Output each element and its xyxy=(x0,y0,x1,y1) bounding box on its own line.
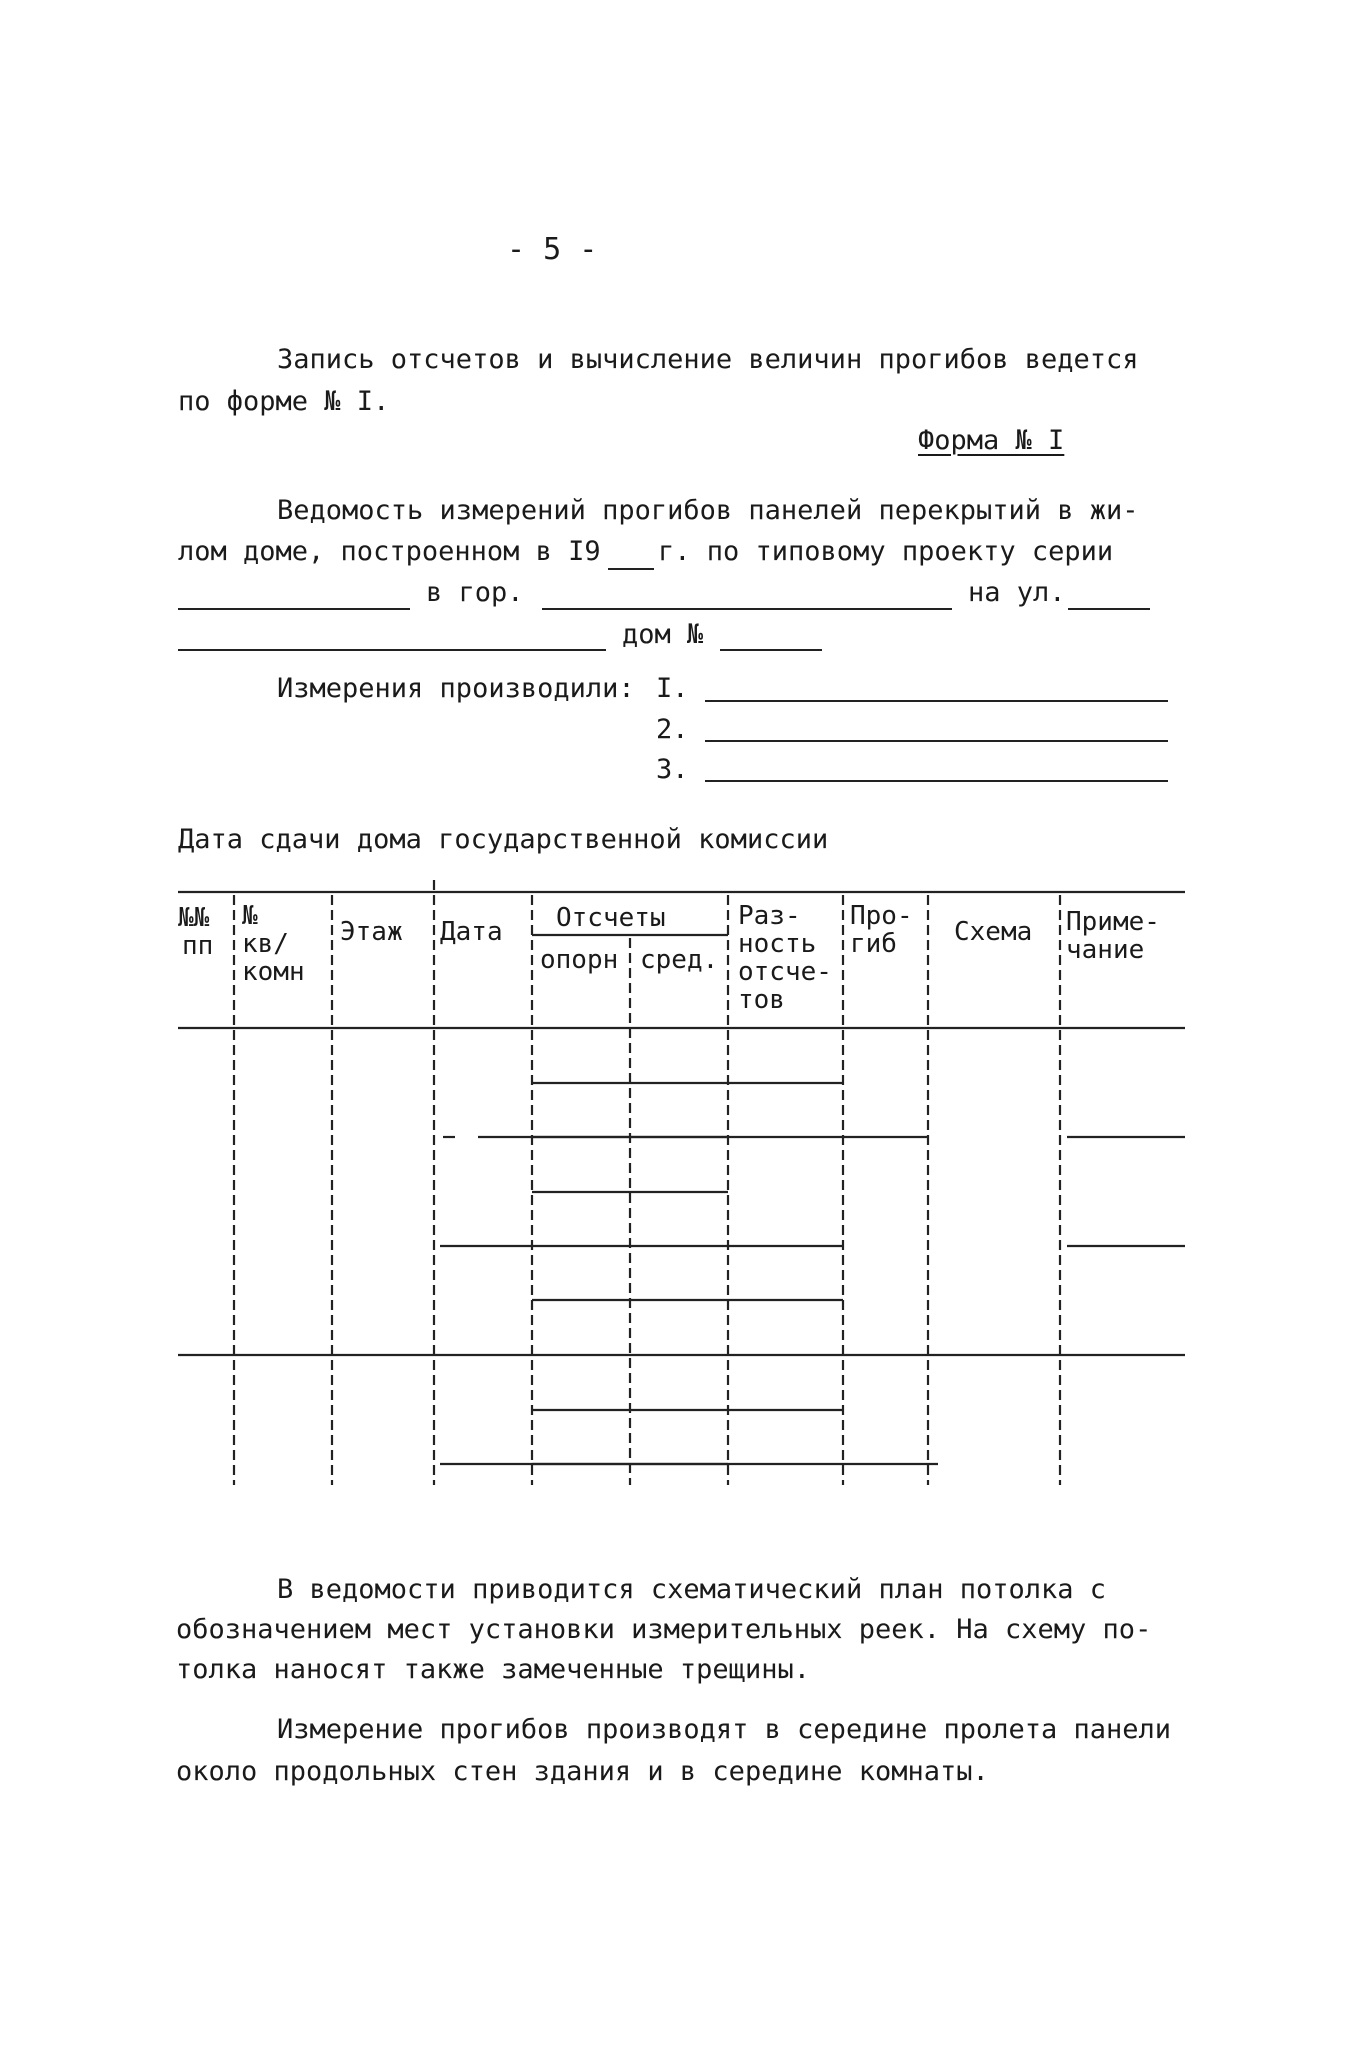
form-label: Форма № I xyxy=(918,425,1065,456)
para-1-line-3: толка наносят также замеченные трещины. xyxy=(176,1654,810,1685)
col-header-deflection-line-1: Про- xyxy=(850,901,913,931)
para-1-line-2: обозначением мест установки измерительных реек. На схему по- xyxy=(176,1614,1152,1645)
col-header-scheme: Схема xyxy=(954,917,1033,947)
col-header-note-line-1: Приме- xyxy=(1066,907,1160,937)
col-header-date: Дата xyxy=(440,917,503,947)
col-header-apartment-line-3: комн xyxy=(242,957,305,987)
col-header-number-line-2: пп xyxy=(182,931,214,961)
measurers-label: Измерения производили: xyxy=(277,673,635,704)
statement-line-3b: на ул. xyxy=(968,577,1066,608)
para-2-line-1: Измерение прогибов производят в середине пролета панели xyxy=(277,1714,1172,1745)
statement-line-2b: г. по типовому проекту серии xyxy=(658,536,1114,567)
statement-line-4: дом № xyxy=(622,619,704,650)
col-header-difference-line-3: отсче- xyxy=(738,957,832,987)
intro-line-2: по форме № I. xyxy=(178,386,390,417)
para-2-line-2: около продольных стен здания и в середине комнаты. xyxy=(176,1756,989,1787)
measurer-2-number: 2. xyxy=(656,714,689,745)
col-header-reference: опорн xyxy=(540,945,619,975)
col-header-number-line-1: №№ xyxy=(178,903,210,933)
handover-date: Дата сдачи дома государственной комиссии xyxy=(178,824,829,855)
col-header-difference-line-2: ность xyxy=(738,929,817,959)
col-header-readings: Отсчеты xyxy=(556,903,666,933)
col-header-middle: сред. xyxy=(640,945,719,975)
measurer-3-number: 3. xyxy=(656,754,689,785)
col-header-difference-line-4: тов xyxy=(738,985,785,1015)
intro-line-1: Запись отсчетов и вычисление величин прогибов ведется xyxy=(277,344,1139,375)
statement-line-2a: лом доме, построенном в I9 xyxy=(178,536,601,567)
col-header-deflection-line-2: гиб xyxy=(850,929,897,959)
col-header-apartment-line-1: № xyxy=(242,901,258,931)
col-header-note-line-2: чание xyxy=(1066,935,1145,965)
measurer-1-number: I. xyxy=(656,673,689,704)
col-header-difference-line-1: Раз- xyxy=(738,901,801,931)
col-header-floor: Этаж xyxy=(340,917,403,947)
page-number: - 5 - xyxy=(507,232,598,267)
statement-line-1: Ведомость измерений прогибов панелей перекрытий в жи- xyxy=(277,495,1139,526)
statement-line-3a: в гор. xyxy=(426,577,524,608)
col-header-apartment-line-2: кв/ xyxy=(242,929,289,959)
para-1-line-1: В ведомости приводится схематический план потолка с xyxy=(277,1574,1107,1605)
